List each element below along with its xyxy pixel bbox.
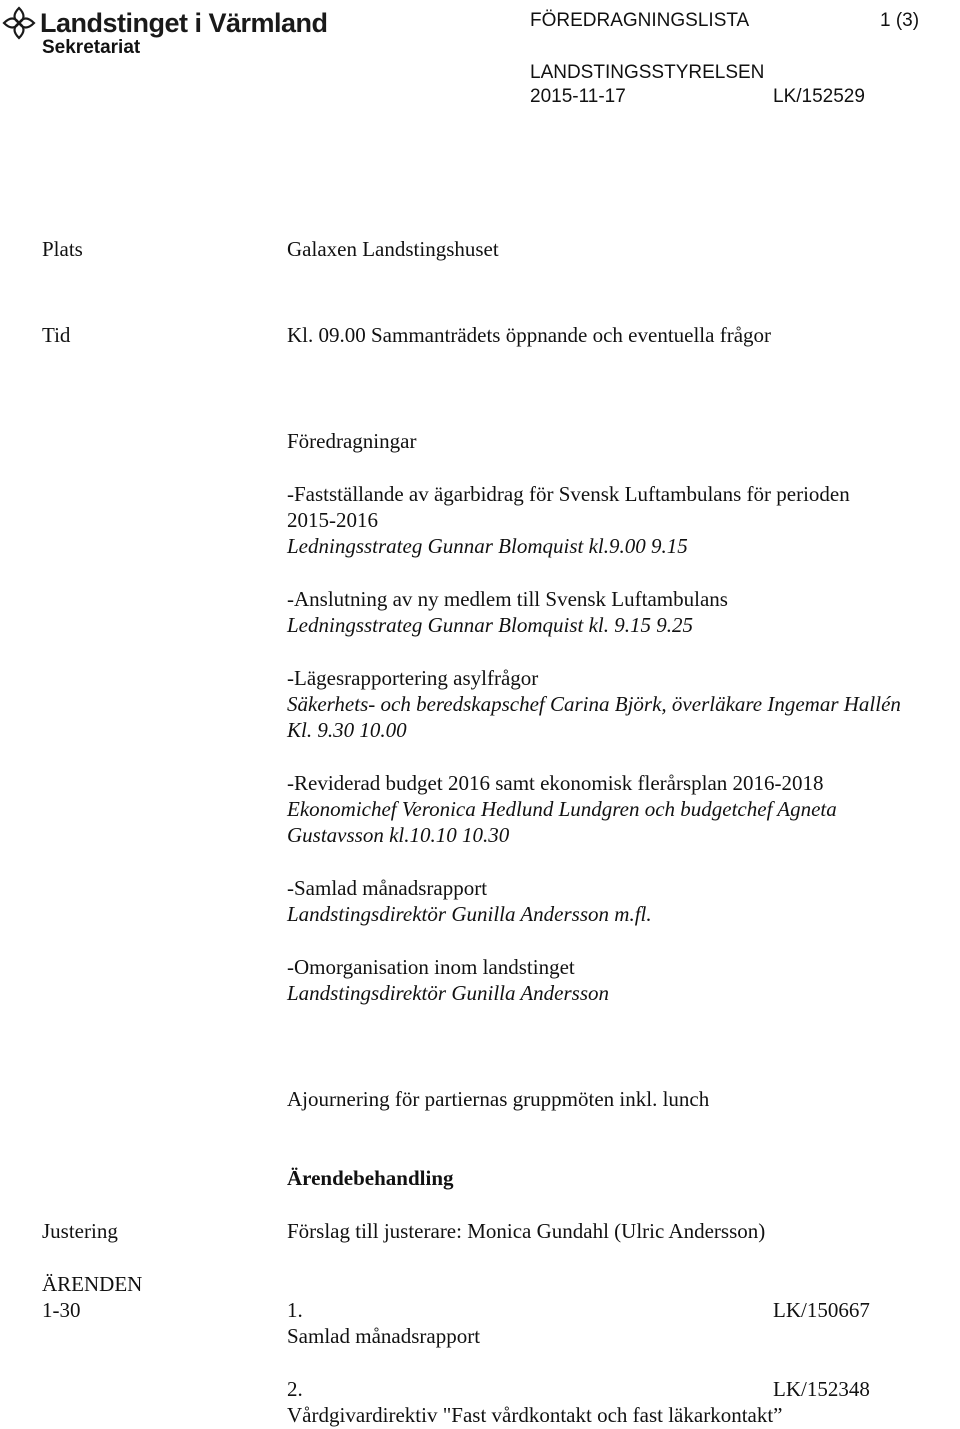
- organization-logo: [2, 6, 328, 40]
- cases-label: ÄRENDEN: [42, 1272, 143, 1296]
- adjust-label: Justering: [42, 1219, 118, 1243]
- presentation-4-title: -Reviderad budget 2016 samt ekonomisk flerårsplan 2016-2018: [287, 771, 824, 795]
- place-value: Galaxen Landstingshuset: [287, 237, 499, 261]
- place-label: Plats: [42, 237, 83, 261]
- adjust-value: Förslag till justerare: Monica Gundahl (Ulric Andersson): [287, 1219, 766, 1243]
- presentation-1-presenter: Ledningsstrateg Gunnar Blomquist kl.9.00 9.15: [287, 534, 688, 558]
- case-1-title: Samlad månadsrapport: [287, 1324, 481, 1348]
- case-2-title: Vårdgivardirektiv "Fast vårdkontakt och fast läkarkontakt”: [287, 1403, 783, 1427]
- organization-name: Landstinget i Värmland: [40, 8, 328, 38]
- case-number: LK/152529: [773, 86, 865, 107]
- presentation-1-title: -Fastställande av ägarbidrag för Svensk Luftambulans för perioden: [287, 482, 850, 506]
- case-1-reference: LK/150667: [773, 1298, 870, 1322]
- case-2-number: 2.: [287, 1377, 303, 1401]
- presentation-4-time: Gustavsson kl.10.10 10.30: [287, 823, 510, 847]
- flower-emblem-icon: [2, 6, 36, 40]
- case-2-reference: LK/152348: [773, 1377, 870, 1401]
- department-name: Sekretariat: [42, 37, 141, 58]
- presentation-2-presenter: Ledningsstrateg Gunnar Blomquist kl. 9.15 9.25: [287, 613, 694, 637]
- presentation-4-presenter: Ekonomichef Veronica Hedlund Lundgren och budgetchef Agneta: [287, 797, 837, 821]
- board-name: LANDSTINGSSTYRELSEN: [530, 62, 765, 83]
- cases-range: 1-30: [42, 1298, 81, 1322]
- meeting-date: 2015-11-17: [530, 86, 626, 107]
- presentation-2-title: -Anslutning av ny medlem till Svensk Luftambulans: [287, 587, 728, 611]
- adjournment-text: Ajournering för partiernas gruppmöten inkl. lunch: [287, 1087, 710, 1111]
- presentation-1-title-cont: 2015-2016: [287, 508, 378, 532]
- presentation-3-time: Kl. 9.30 10.00: [287, 718, 407, 742]
- page-number: 1 (3): [880, 10, 920, 31]
- case-handling-heading: Ärendebehandling: [287, 1166, 454, 1190]
- time-value: Kl. 09.00 Sammanträdets öppnande och eventuella frågor: [287, 323, 772, 347]
- time-label: Tid: [42, 323, 71, 347]
- presentation-5-title: -Samlad månadsrapport: [287, 876, 488, 900]
- presentation-3-presenter: Säkerhets- och beredskapschef Carina Björk, överläkare Ingemar Hallén: [287, 692, 901, 716]
- case-1-number: 1.: [287, 1298, 303, 1322]
- presentations-heading: Föredragningar: [287, 429, 417, 453]
- document-type: FÖREDRAGNINGSLISTA: [530, 10, 750, 31]
- presentation-3-title: -Lägesrapportering asylfrågor: [287, 666, 539, 690]
- presentation-5-presenter: Landstingsdirektör Gunilla Andersson m.fl.: [287, 902, 652, 926]
- presentation-6-presenter: Landstingsdirektör Gunilla Andersson: [287, 981, 610, 1005]
- presentation-6-title: -Omorganisation inom landstinget: [287, 955, 575, 979]
